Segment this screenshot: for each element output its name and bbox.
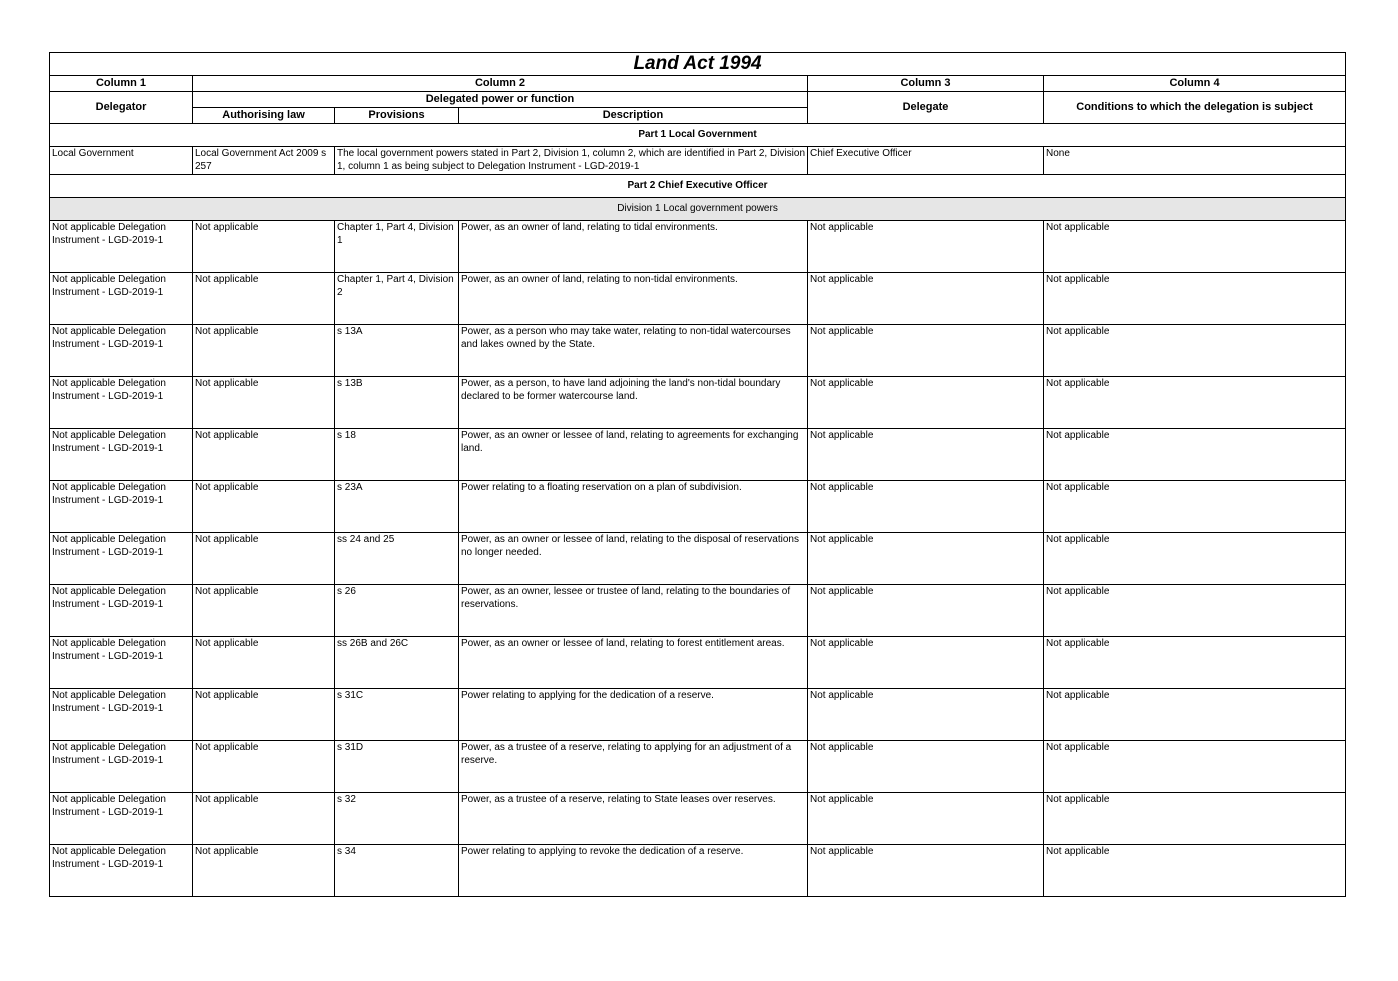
delegate-header: Delegate [808,92,1044,124]
row-description: Power relating to applying to revoke the dedication of a reserve. [459,845,808,897]
table-row [50,533,1346,585]
delegation-table [49,52,1346,897]
row-delegator: Not applicable Delegation Instrument - LGD-2019-1 [50,845,193,897]
row-delegator: Not applicable Delegation Instrument - LGD-2019-1 [50,689,193,741]
row-provision: s 32 [335,793,459,845]
row-conditions: Not applicable [1044,429,1346,481]
row-description: Power, as a trustee of a reserve, relating to State leases over reserves. [459,793,808,845]
row-delegator: Not applicable Delegation Instrument - LGD-2019-1 [50,533,193,585]
table-row [50,377,1346,429]
row-delegate: Not applicable [808,585,1044,637]
row-provision: s 31C [335,689,459,741]
row-conditions: Not applicable [1044,585,1346,637]
table-row [50,585,1346,637]
row-description: Power relating to applying for the dedication of a reserve. [459,689,808,741]
row-delegator: Not applicable Delegation Instrument - LGD-2019-1 [50,221,193,273]
row-description: Power, as a person, to have land adjoining the land's non-tidal boundary declared to be former watercourse land. [459,377,808,429]
row-authorising-law: Not applicable [193,221,335,273]
row-provision: ss 26B and 26C [335,637,459,689]
row-description: Power, as an owner of land, relating to tidal environments. [459,221,808,273]
row-conditions: Not applicable [1044,325,1346,377]
row-delegate: Not applicable [808,429,1044,481]
row-authorising-law: Not applicable [193,429,335,481]
row-description: Power, as a trustee of a reserve, relating to applying for an adjustment of a reserve. [459,741,808,793]
row-provision: s 26 [335,585,459,637]
delegated-power-header: Delegated power or function [193,92,808,108]
row-provision: s 31D [335,741,459,793]
column-1-header: Column 1 [50,76,193,92]
row-delegator: Not applicable Delegation Instrument - LGD-2019-1 [50,273,193,325]
table-row [50,741,1346,793]
row-delegator: Not applicable Delegation Instrument - LGD-2019-1 [50,637,193,689]
row-description: Power relating to a floating reservation on a plan of subdivision. [459,481,808,533]
row-delegator: Not applicable Delegation Instrument - LGD-2019-1 [50,741,193,793]
column-2-header: Column 2 [193,76,808,92]
row-authorising-law: Not applicable [193,533,335,585]
column-4-header: Column 4 [1044,76,1346,92]
authorising-law-header: Authorising law [193,108,335,124]
row-provision: s 18 [335,429,459,481]
provisions-header: Provisions [335,108,459,124]
row-conditions: Not applicable [1044,533,1346,585]
row-delegate: Not applicable [808,325,1044,377]
part-2-heading: Part 2 Chief Executive Officer [50,175,1346,198]
row-conditions: Not applicable [1044,481,1346,533]
row-delegate: Not applicable [808,845,1044,897]
row-authorising-law: Not applicable [193,741,335,793]
row-delegate: Not applicable [808,221,1044,273]
part-1-row [50,147,1346,175]
row-conditions: Not applicable [1044,377,1346,429]
row-authorising-law: Not applicable [193,481,335,533]
row-authorising-law: Not applicable [193,325,335,377]
row-authorising-law: Not applicable [193,377,335,429]
table-row [50,845,1346,897]
column-3-header: Column 3 [808,76,1044,92]
row-delegator: Not applicable Delegation Instrument - LGD-2019-1 [50,585,193,637]
row-delegate: Not applicable [808,637,1044,689]
row-description: Power, as a person who may take water, relating to non-tidal watercourses and lakes owned by the State. [459,325,808,377]
table-row [50,689,1346,741]
delegator-header: Delegator [50,92,193,124]
document-title: Land Act 1994 [50,53,1346,76]
table-row [50,637,1346,689]
part-1-authorising-law: Local Government Act 2009 s 257 [193,147,335,175]
row-conditions: Not applicable [1044,845,1346,897]
row-delegate: Not applicable [808,793,1044,845]
row-description: Power, as an owner or lessee of land, relating to forest entitlement areas. [459,637,808,689]
table-row [50,273,1346,325]
row-delegate: Not applicable [808,273,1044,325]
row-delegator: Not applicable Delegation Instrument - LGD-2019-1 [50,377,193,429]
row-delegator: Not applicable Delegation Instrument - LGD-2019-1 [50,481,193,533]
row-conditions: Not applicable [1044,689,1346,741]
table-row [50,793,1346,845]
row-authorising-law: Not applicable [193,845,335,897]
part-1-heading: Part 1 Local Government [50,124,1346,147]
row-conditions: Not applicable [1044,637,1346,689]
row-delegate: Not applicable [808,533,1044,585]
part-1-delegator: Local Government [50,147,193,175]
row-delegator: Not applicable Delegation Instrument - LGD-2019-1 [50,793,193,845]
row-delegate: Not applicable [808,689,1044,741]
row-delegate: Not applicable [808,377,1044,429]
row-provision: s 13A [335,325,459,377]
division-1-heading: Division 1 Local government powers [50,198,1346,221]
conditions-header: Conditions to which the delegation is subject [1044,92,1346,124]
part-1-conditions: None [1044,147,1346,175]
row-conditions: Not applicable [1044,741,1346,793]
table-row [50,221,1346,273]
part-1-description: The local government powers stated in Part 2, Division 1, column 2, which are identified in Part 2, Division 1, column 1 as being subject to Delegation Instrument - LGD-2019-1 [335,147,808,175]
row-provision: s 34 [335,845,459,897]
row-delegator: Not applicable Delegation Instrument - LGD-2019-1 [50,429,193,481]
row-authorising-law: Not applicable [193,637,335,689]
row-description: Power, as an owner or lessee of land, relating to agreements for exchanging land. [459,429,808,481]
row-description: Power, as an owner, lessee or trustee of land, relating to the boundaries of reservations. [459,585,808,637]
row-authorising-law: Not applicable [193,689,335,741]
table-row [50,481,1346,533]
part-1-delegate: Chief Executive Officer [808,147,1044,175]
row-provision: s 13B [335,377,459,429]
row-provision: Chapter 1, Part 4, Division 1 [335,221,459,273]
row-description: Power, as an owner of land, relating to non-tidal environments. [459,273,808,325]
row-provision: Chapter 1, Part 4, Division 2 [335,273,459,325]
row-authorising-law: Not applicable [193,273,335,325]
row-conditions: Not applicable [1044,793,1346,845]
row-description: Power, as an owner or lessee of land, relating to the disposal of reservations no longer needed. [459,533,808,585]
table-row [50,325,1346,377]
row-conditions: Not applicable [1044,273,1346,325]
row-delegator: Not applicable Delegation Instrument - LGD-2019-1 [50,325,193,377]
row-authorising-law: Not applicable [193,585,335,637]
row-delegate: Not applicable [808,741,1044,793]
row-authorising-law: Not applicable [193,793,335,845]
row-conditions: Not applicable [1044,221,1346,273]
description-header: Description [459,108,808,124]
table-row [50,429,1346,481]
row-delegate: Not applicable [808,481,1044,533]
row-provision: s 23A [335,481,459,533]
row-provision: ss 24 and 25 [335,533,459,585]
